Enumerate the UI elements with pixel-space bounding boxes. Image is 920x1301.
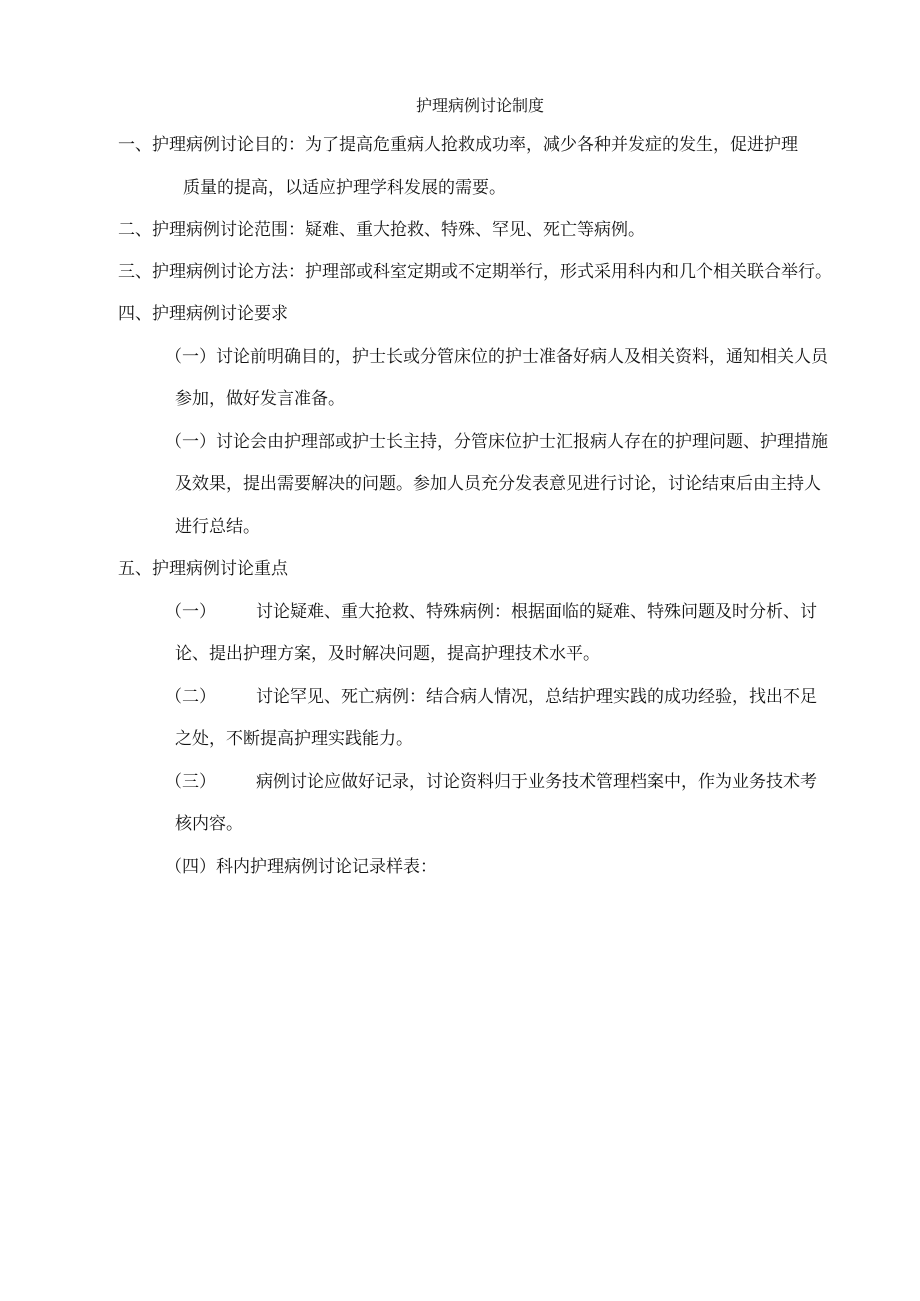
item-marker: （一） xyxy=(165,602,216,622)
section-1-heading: 一、护理病例讨论目的：为了提高危重病人抢救成功率，减少各种并发症的发生，促进护理 xyxy=(118,135,798,155)
section-5-heading: 五、护理病例讨论重点 xyxy=(118,559,288,579)
item-text: 讨论疑难、重大抢救、特殊病例：根据面临的疑难、特殊问题及时分析、讨 xyxy=(256,602,817,622)
section-4-item-2-line-1: （一）讨论会由护理部或护士长主持，分管床位护士汇报病人存在的护理问题、护理措施 xyxy=(165,432,828,452)
section-5-item-1-line-1 xyxy=(165,601,817,623)
item-marker: （二） xyxy=(165,687,216,707)
document-title: 护理病例讨论制度 xyxy=(415,96,544,115)
item-marker: （三） xyxy=(165,772,216,792)
section-5-item-3-line-1 xyxy=(165,771,817,793)
section-5-item-4-line-1: （四）科内护理病例讨论记录样表： xyxy=(165,857,437,877)
section-4-heading: 四、护理病例讨论要求 xyxy=(118,304,288,324)
section-5-item-2-line-1 xyxy=(165,686,817,708)
section-5-item-1-line-2: 论、提出护理方案，及时解决问题，提高护理技术水平。 xyxy=(175,644,600,664)
item-text: 讨论罕见、死亡病例：结合病人情况，总结护理实践的成功经验，找出不足 xyxy=(256,687,817,707)
section-4-item-2-line-3: 进行总结。 xyxy=(175,517,260,537)
section-4-item-2-line-2: 及效果，提出需要解决的问题。参加人员充分发表意见进行讨论，讨论结束后由主持人 xyxy=(175,474,821,494)
section-4-item-1-line-1: （一）讨论前明确目的，护士长或分管床位的护士准备好病人及相关资料，通知相关人员 xyxy=(165,347,828,367)
section-3-heading: 三、护理病例讨论方法：护理部或科室定期或不定期举行，形式采用科内和几个相关联合举行。 xyxy=(118,262,832,282)
section-1-continuation: 质量的提高，以适应护理学科发展的需要。 xyxy=(183,178,506,198)
section-5-item-3-line-2: 核内容。 xyxy=(175,814,243,834)
section-2-heading: 二、护理病例讨论范围：疑难、重大抢救、特殊、罕见、死亡等病例。 xyxy=(118,220,645,240)
section-4-item-1-line-2: 参加，做好发言准备。 xyxy=(175,389,345,409)
section-5-item-2-line-2: 之处，不断提高护理实践能力。 xyxy=(175,729,413,749)
item-text: 病例讨论应做好记录，讨论资料归于业务技术管理档案中，作为业务技术考 xyxy=(256,772,817,792)
